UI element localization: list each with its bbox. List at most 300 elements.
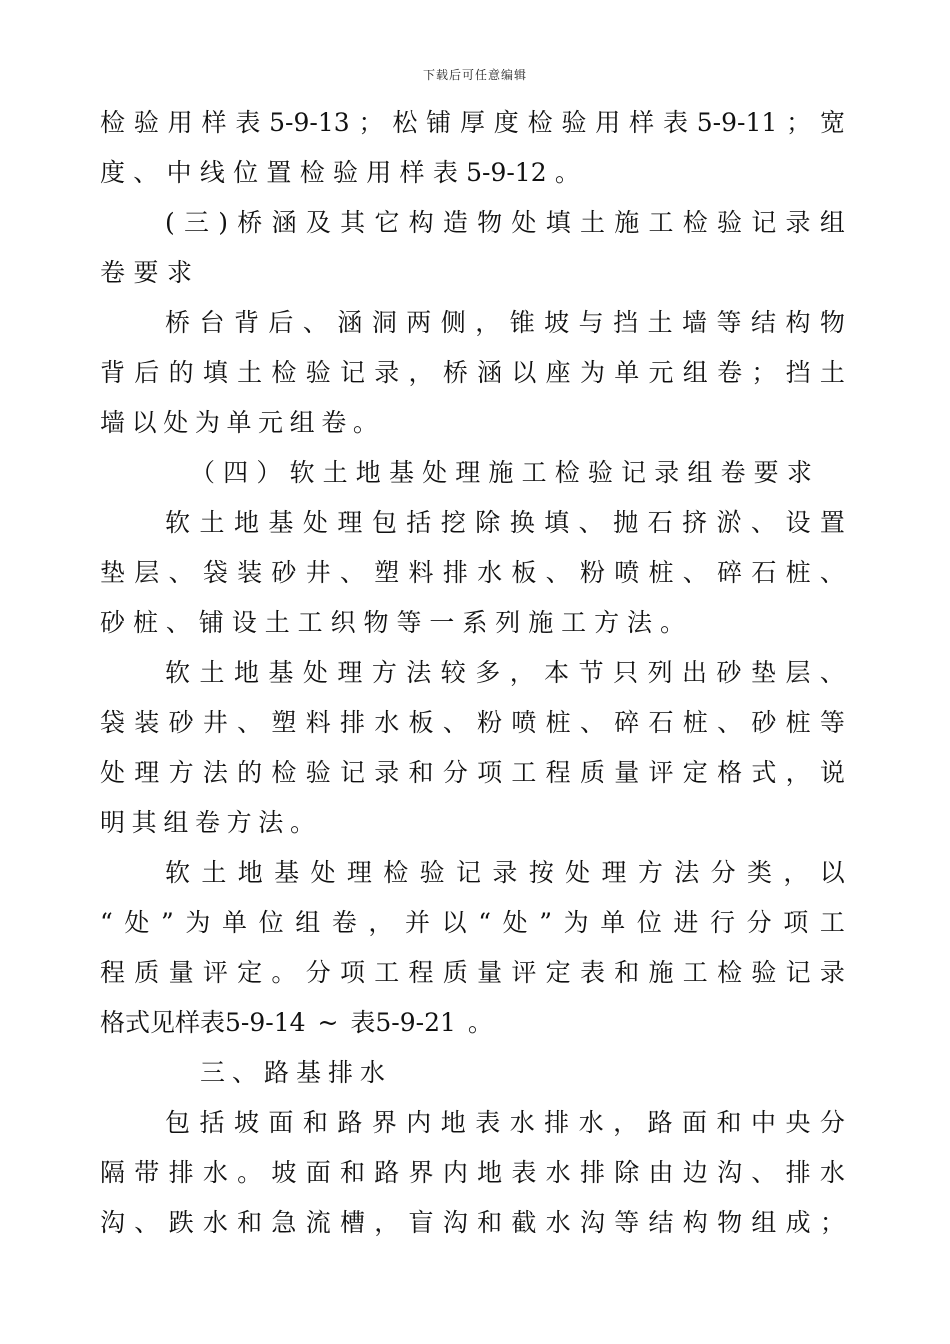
glyph: 质 xyxy=(134,958,160,987)
glyph: 面 xyxy=(682,1108,708,1137)
glyph: 石 xyxy=(751,558,777,587)
glyph: 石 xyxy=(648,708,674,737)
glyph: 施 xyxy=(528,608,554,637)
glyph: 除 xyxy=(614,1158,640,1187)
glyph: 跌 xyxy=(168,1208,194,1237)
glyph: 工 xyxy=(297,608,323,637)
glyph: 和 xyxy=(339,1158,365,1187)
glyph: （ xyxy=(190,458,216,487)
glyph: 元 xyxy=(648,358,674,387)
glyph: 沟 xyxy=(717,1158,743,1187)
text-line xyxy=(165,306,845,340)
glyph: 厚 xyxy=(459,108,485,137)
glyph: 层 xyxy=(134,558,160,587)
glyph: 理 xyxy=(337,508,363,537)
glyph: 其 xyxy=(340,208,366,237)
glyph: 井 xyxy=(305,558,331,587)
text-line xyxy=(165,656,845,690)
glyph: 盲 xyxy=(408,1208,434,1237)
text-line xyxy=(100,806,315,840)
glyph: 单 xyxy=(221,908,247,937)
subheading-line xyxy=(100,256,192,290)
glyph: 造 xyxy=(442,208,468,237)
glyph: 隔 xyxy=(100,1158,126,1187)
glyph: 处 xyxy=(124,908,150,937)
glyph: 程 xyxy=(408,958,434,987)
glyph: 定 xyxy=(682,758,708,787)
glyph: 验 xyxy=(561,108,587,137)
glyph: 录 xyxy=(654,458,680,487)
glyph: 记 xyxy=(339,758,365,787)
text-line xyxy=(165,1106,845,1140)
glyph: ； xyxy=(819,1208,845,1237)
glyph: 验 xyxy=(419,858,445,887)
glyph: 用 xyxy=(366,158,392,187)
glyph: 物 xyxy=(477,208,503,237)
glyph: 位 xyxy=(636,908,662,937)
glyph: 处 xyxy=(511,208,537,237)
glyph: 、 xyxy=(717,708,743,737)
glyph: 评 xyxy=(648,758,674,787)
glyph: 土 xyxy=(322,458,348,487)
glyph: 记 xyxy=(751,208,777,237)
glyph: “ xyxy=(100,908,113,937)
glyph: 检 xyxy=(682,208,708,237)
glyph: 的 xyxy=(168,358,194,387)
glyph: 装 xyxy=(237,558,263,587)
glyph: 检 xyxy=(100,108,126,137)
glyph: 理 xyxy=(337,658,363,687)
glyph: 记 xyxy=(621,458,647,487)
glyph: 边 xyxy=(682,1158,708,1187)
glyph: 。 xyxy=(289,808,315,837)
glyph: 工 xyxy=(682,958,708,987)
section-heading xyxy=(200,1056,385,1090)
glyph: 5-9-13 xyxy=(269,108,350,137)
glyph: 样 xyxy=(399,158,425,187)
glyph: ， xyxy=(509,658,535,687)
glyph: 处 xyxy=(422,458,448,487)
glyph: 组 xyxy=(163,808,189,837)
glyph: 度 xyxy=(100,158,126,187)
glyph: 括 xyxy=(406,508,432,537)
glyph: 项 xyxy=(783,908,809,937)
glyph: 和 xyxy=(408,758,434,787)
glyph: 构 xyxy=(785,308,811,337)
glyph: 为 xyxy=(194,408,220,437)
glyph: 急 xyxy=(271,1208,297,1237)
glyph: 验 xyxy=(751,958,777,987)
glyph: 要 xyxy=(753,458,779,487)
glyph: 地 xyxy=(355,458,381,487)
glyph: 坡 xyxy=(233,1108,259,1137)
glyph: 填 xyxy=(202,358,228,387)
glyph: 。 xyxy=(659,608,685,637)
glyph: 表 xyxy=(662,108,688,137)
glyph: 中 xyxy=(750,1108,776,1137)
glyph: 法 xyxy=(202,758,228,787)
glyph: 验 xyxy=(133,108,159,137)
glyph: 面 xyxy=(268,1108,294,1137)
glyph: 要 xyxy=(133,258,159,287)
glyph: ) xyxy=(218,208,229,237)
glyph: 、 xyxy=(442,708,468,737)
glyph: 理 xyxy=(455,458,481,487)
glyph: 表 xyxy=(511,1158,537,1187)
glyph: 列 xyxy=(647,658,673,687)
glyph: 填 xyxy=(545,208,571,237)
glyph: 换 xyxy=(509,508,535,537)
glyph: 、 xyxy=(682,558,708,587)
glyph: 方 xyxy=(168,758,194,787)
text-line xyxy=(100,356,845,390)
glyph: 程 xyxy=(100,958,126,987)
glyph: 检 xyxy=(554,458,580,487)
glyph: 面 xyxy=(305,1158,331,1187)
glyph: 、 xyxy=(750,508,776,537)
glyph: ” xyxy=(160,908,174,937)
glyph: 、 xyxy=(134,1208,160,1237)
glyph: 置 xyxy=(819,508,845,537)
glyph: 、 xyxy=(579,708,605,737)
glyph: 。 xyxy=(554,158,580,187)
glyph: 法 xyxy=(406,658,432,687)
page-header: 下载后可任意编辑 xyxy=(422,68,527,82)
glyph: 装 xyxy=(134,708,160,737)
glyph: 施 xyxy=(648,958,674,987)
glyph: 等 xyxy=(396,608,422,637)
text-line xyxy=(100,1156,845,1190)
glyph: 定 xyxy=(237,958,263,987)
glyph: 料 xyxy=(408,558,434,587)
glyph: 卷 xyxy=(194,808,220,837)
glyph: 。 xyxy=(237,1158,263,1187)
glyph: 处 xyxy=(502,908,528,937)
glyph: 记 xyxy=(339,358,365,387)
glyph: 、 xyxy=(231,1058,257,1087)
glyph: 后 xyxy=(134,358,160,387)
text-line xyxy=(100,1206,845,1240)
glyph: 以 xyxy=(819,858,845,887)
glyph: 结 xyxy=(750,308,776,337)
glyph: 挡 xyxy=(785,358,811,387)
glyph: 土 xyxy=(647,308,673,337)
glyph: 5-9-12 xyxy=(466,158,547,187)
glyph: 由 xyxy=(648,1158,674,1187)
glyph: 、 xyxy=(165,608,191,637)
glyph: 、 xyxy=(302,308,328,337)
glyph: 水 xyxy=(359,1058,385,1087)
glyph: 方 xyxy=(371,658,397,687)
glyph: 地 xyxy=(233,658,259,687)
glyph: 构 xyxy=(408,208,434,237)
glyph: 中 xyxy=(166,158,192,187)
glyph: 水 xyxy=(374,708,400,737)
glyph: 四 xyxy=(223,458,249,487)
glyph: 录 xyxy=(374,358,400,387)
glyph: 洞 xyxy=(371,308,397,337)
glyph: 、 xyxy=(819,558,845,587)
glyph: 桥 xyxy=(165,308,191,337)
glyph: 等 xyxy=(614,1208,640,1237)
glyph: 分 xyxy=(442,758,468,787)
glyph: 、 xyxy=(133,158,159,187)
glyph: 截 xyxy=(511,1208,537,1237)
glyph: 挡 xyxy=(613,308,639,337)
text-line xyxy=(100,706,845,740)
glyph: 水 xyxy=(578,1108,604,1137)
glyph: 位 xyxy=(258,908,284,937)
glyph: 式 xyxy=(751,758,777,787)
text-line: 格式见样表5-9-14 ~ 表5-9-21 。 xyxy=(100,1008,493,1037)
glyph: 本 xyxy=(544,658,570,687)
glyph: 分 xyxy=(746,908,772,937)
glyph: 处 xyxy=(310,858,336,887)
text-line xyxy=(100,556,845,590)
glyph: 桩 xyxy=(785,708,811,737)
glyph: 路 xyxy=(263,1058,289,1087)
glyph: 工 xyxy=(521,458,547,487)
glyph: 表 xyxy=(579,958,605,987)
glyph: 铺 xyxy=(426,108,452,137)
text-line xyxy=(100,906,845,940)
text-line xyxy=(100,606,685,640)
glyph: 物 xyxy=(363,608,389,637)
glyph: 。 xyxy=(271,958,297,987)
glyph: 为 xyxy=(563,908,589,937)
glyph: 类 xyxy=(747,858,773,887)
glyph: 涵 xyxy=(271,208,297,237)
glyph: 处 xyxy=(302,508,328,537)
glyph: 坡 xyxy=(271,1158,297,1187)
glyph: 砂 xyxy=(168,708,194,737)
glyph: 验 xyxy=(305,358,331,387)
glyph: 求 xyxy=(786,458,812,487)
glyph: 明 xyxy=(100,808,126,837)
glyph: 井 xyxy=(202,708,228,737)
glyph: 软 xyxy=(289,458,315,487)
glyph: 地 xyxy=(237,858,263,887)
glyph: 和 xyxy=(477,1208,503,1237)
glyph: 粉 xyxy=(477,708,503,737)
glyph: 组 xyxy=(295,908,321,937)
glyph: 按 xyxy=(528,858,554,887)
glyph: 卷 xyxy=(717,358,743,387)
glyph: 界 xyxy=(408,1158,434,1187)
glyph: 土 xyxy=(819,358,845,387)
glyph: 检 xyxy=(717,958,743,987)
glyph: 座 xyxy=(545,358,571,387)
glyph: 排 xyxy=(544,1108,570,1137)
glyph: 卷 xyxy=(720,458,746,487)
glyph: 与 xyxy=(578,308,604,337)
glyph: 5-9-11 xyxy=(696,108,778,137)
glyph: 水 xyxy=(202,1158,228,1187)
glyph: ， xyxy=(475,308,501,337)
glyph: 列 xyxy=(495,608,521,637)
glyph: 处 xyxy=(565,858,591,887)
glyph: 基 xyxy=(268,508,294,537)
glyph: 工 xyxy=(819,908,845,937)
glyph: 内 xyxy=(406,1108,432,1137)
glyph: 验 xyxy=(305,758,331,787)
glyph: 沟 xyxy=(100,1208,126,1237)
glyph: 软 xyxy=(165,508,191,537)
glyph: 它 xyxy=(374,208,400,237)
glyph: 砂 xyxy=(751,708,777,737)
glyph: 地 xyxy=(477,1158,503,1187)
glyph: 沟 xyxy=(442,1208,468,1237)
glyph: 、 xyxy=(545,558,571,587)
glyph: 程 xyxy=(545,758,571,787)
glyph: 土 xyxy=(199,508,225,537)
glyph: 背 xyxy=(233,308,259,337)
glyph: 理 xyxy=(346,858,372,887)
glyph: 基 xyxy=(274,858,300,887)
glyph: 土 xyxy=(264,608,290,637)
glyph: 涵 xyxy=(337,308,363,337)
glyph: 量 xyxy=(168,958,194,987)
glyph: 槽 xyxy=(339,1208,365,1237)
glyph: 单 xyxy=(614,358,640,387)
glyph: 央 xyxy=(785,1108,811,1137)
glyph: 多 xyxy=(475,658,501,687)
glyph: 卷 xyxy=(331,908,357,937)
glyph: 及 xyxy=(305,208,331,237)
glyph: 并 xyxy=(405,908,431,937)
glyph: 等 xyxy=(819,708,845,737)
glyph: 排 xyxy=(785,1158,811,1187)
glyph: 、 xyxy=(578,508,604,537)
glyph: 以 xyxy=(131,408,157,437)
glyph: 法 xyxy=(674,858,700,887)
glyph: 用 xyxy=(167,108,193,137)
glyph: 格 xyxy=(717,758,743,787)
glyph: 检 xyxy=(271,758,297,787)
glyph: 塑 xyxy=(271,708,297,737)
glyph: 和 xyxy=(716,1108,742,1137)
glyph: 组 xyxy=(289,408,315,437)
glyph: 涵 xyxy=(477,358,503,387)
glyph: 说 xyxy=(819,758,845,787)
glyph: 内 xyxy=(442,1158,468,1187)
glyph: 工 xyxy=(374,958,400,987)
glyph: 检 xyxy=(271,358,297,387)
glyph: 为 xyxy=(185,908,211,937)
glyph: 法 xyxy=(627,608,653,637)
text-line xyxy=(165,856,845,890)
glyph: 检 xyxy=(383,858,409,887)
glyph: 桩 xyxy=(545,708,571,737)
glyph: 。 xyxy=(352,408,378,437)
glyph: 水 xyxy=(509,1108,535,1137)
glyph: 单 xyxy=(226,408,252,437)
glyph: ， xyxy=(408,358,434,387)
glyph: 较 xyxy=(440,658,466,687)
glyph: 评 xyxy=(202,958,228,987)
glyph: ” xyxy=(539,908,552,937)
glyph: 碎 xyxy=(717,558,743,587)
glyph: 塑 xyxy=(374,558,400,587)
glyph: 样 xyxy=(201,108,227,137)
glyph: 墙 xyxy=(100,408,126,437)
glyph: 卷 xyxy=(321,408,347,437)
glyph: 沟 xyxy=(579,1208,605,1237)
glyph: 抛 xyxy=(613,508,639,537)
glyph: 卷 xyxy=(100,258,126,287)
glyph: 织 xyxy=(330,608,356,637)
glyph: 工 xyxy=(561,608,587,637)
glyph: 挖 xyxy=(440,508,466,537)
glyph: 排 xyxy=(339,708,365,737)
glyph: 组 xyxy=(751,1208,777,1237)
glyph: 方 xyxy=(637,858,663,887)
glyph: 量 xyxy=(614,758,640,787)
glyph: 、 xyxy=(339,558,365,587)
glyph: 墙 xyxy=(682,308,708,337)
glyph: ； xyxy=(358,108,384,137)
glyph: 进 xyxy=(673,908,699,937)
glyph: 求 xyxy=(166,258,192,287)
glyph: 录 xyxy=(819,958,845,987)
glyph: 淤 xyxy=(716,508,742,537)
glyph: 、 xyxy=(237,708,263,737)
glyph: 一 xyxy=(429,608,455,637)
text-line xyxy=(100,406,378,440)
glyph: 锥 xyxy=(509,308,535,337)
glyph: 土 xyxy=(199,658,225,687)
glyph: 喷 xyxy=(614,558,640,587)
glyph: 台 xyxy=(199,308,225,337)
glyph: 表 xyxy=(475,1108,501,1137)
glyph: 以 xyxy=(511,358,537,387)
glyph: 板 xyxy=(511,558,537,587)
glyph: 验 xyxy=(717,208,743,237)
glyph: 组 xyxy=(819,208,845,237)
glyph: 录 xyxy=(785,208,811,237)
glyph: 物 xyxy=(717,1208,743,1237)
glyph: 砂 xyxy=(271,558,297,587)
glyph: 挤 xyxy=(682,508,708,537)
glyph: 和 xyxy=(302,1108,328,1137)
glyph: 行 xyxy=(710,908,736,937)
glyph: 度 xyxy=(493,108,519,137)
glyph: 项 xyxy=(477,758,503,787)
glyph: 喷 xyxy=(511,708,537,737)
glyph: ， xyxy=(374,1208,400,1237)
glyph: 录 xyxy=(374,758,400,787)
glyph: ） xyxy=(256,458,282,487)
glyph: 构 xyxy=(682,1208,708,1237)
glyph: 置 xyxy=(266,158,292,187)
glyph: ， xyxy=(368,908,394,937)
glyph: 工 xyxy=(648,208,674,237)
glyph: 排 xyxy=(168,1158,194,1187)
glyph: 处 xyxy=(302,658,328,687)
glyph: 、 xyxy=(819,658,845,687)
glyph: 背 xyxy=(100,358,126,387)
glyph: 基 xyxy=(388,458,414,487)
glyph: 包 xyxy=(165,1108,191,1137)
glyph: “ xyxy=(478,908,492,937)
glyph: 宽 xyxy=(819,108,845,137)
glyph: 软 xyxy=(165,658,191,687)
glyph: 和 xyxy=(237,1208,263,1237)
subheading-line xyxy=(165,206,845,240)
text-line xyxy=(100,756,845,790)
glyph: 排 xyxy=(327,1058,353,1087)
glyph: 层 xyxy=(785,658,811,687)
